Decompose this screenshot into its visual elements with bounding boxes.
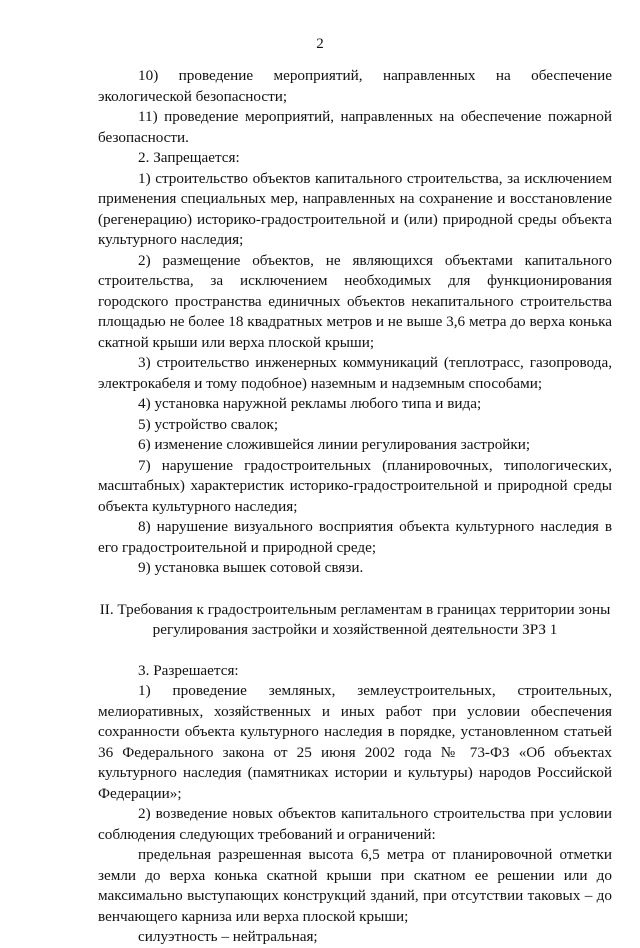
paragraph: 1) проведение земляных, землеустроительных, строительных, мелиоративных, хозяйственных и иных работ при условии обеспечения сохранности объекта культурного наследия в порядке, установленном статьей 36 Федерального закона от 25 июня 2002 года № 73-ФЗ «Об объектах культурного наследия (памятниках истории и культуры) народов Российской Федерации»;: [98, 682, 612, 802]
paragraph: 4) установка наружной рекламы любого типа и вида;: [138, 395, 482, 412]
paragraph: 2. Запрещается:: [138, 149, 240, 166]
paragraph: 3) строительство инженерных коммуникаций (теплотрасс, газопровода, электрокабеля и тому подобное) наземным и надземным способами;: [98, 354, 612, 392]
paragraph: 1) строительство объектов капитального строительства, за исключением применения специальных мер, направленных на сохранение и восстановление (регенерацию) историко-градостроительной и (или) природной среды объекта культурного наследия;: [98, 169, 612, 248]
paragraph: силуэтность – нейтральная;: [138, 928, 318, 945]
paragraph: 8) нарушение визуального восприятия объекта культурного наследия в его градостроительной и природной среде;: [98, 518, 612, 556]
paragraph: 7) нарушение градостроительных (планировочных, типологических, масштабных) характеристик историко-градостроительной и природной среды объекта культурного наследия;: [98, 456, 612, 515]
paragraph: 3. Разрешается:: [138, 661, 239, 679]
paragraph: 2) возведение новых объектов капитального строительства при условии соблюдения следующих требований и ограничений:: [98, 805, 612, 843]
paragraph: 5) устройство свалок;: [138, 415, 279, 433]
paragraph: 6) изменение сложившейся линии регулирования застройки;: [138, 436, 531, 453]
paragraph: 10) проведение мероприятий, направленных на обеспечение экологической безопасности;: [98, 67, 612, 105]
page-number: 2: [316, 36, 324, 52]
paragraph: 9) установка вышек сотовой связи.: [138, 559, 364, 576]
document-body: [98, 66, 612, 948]
section-heading: II. Требования к градостроительным регламентам в границах территории зоны регулирования застройки и хозяйственной деятельности ЗРЗ 1: [99, 600, 611, 638]
paragraph: 11) проведение мероприятий, направленных на обеспечение пожарной безопасности.: [98, 108, 612, 146]
paragraph: 2) размещение объектов, не являющихся объектами капитального строительства, за исключением необходимых для функционирования городского пространства единичных объектов некапитального строительства площадью не более 18 квадратных метров и не выше 3,6 метра до верха конька скатной крыши или верха плоской крыши;: [98, 251, 612, 351]
paragraph: предельная разрешенная высота 6,5 метра от планировочной отметки земли до верха конька скатной крыши при скатном ее решении или до максимально выступающих конструкций зданий, при отсутствии таковых – до венчающего карниза или верха плоской крыши;: [98, 846, 612, 925]
